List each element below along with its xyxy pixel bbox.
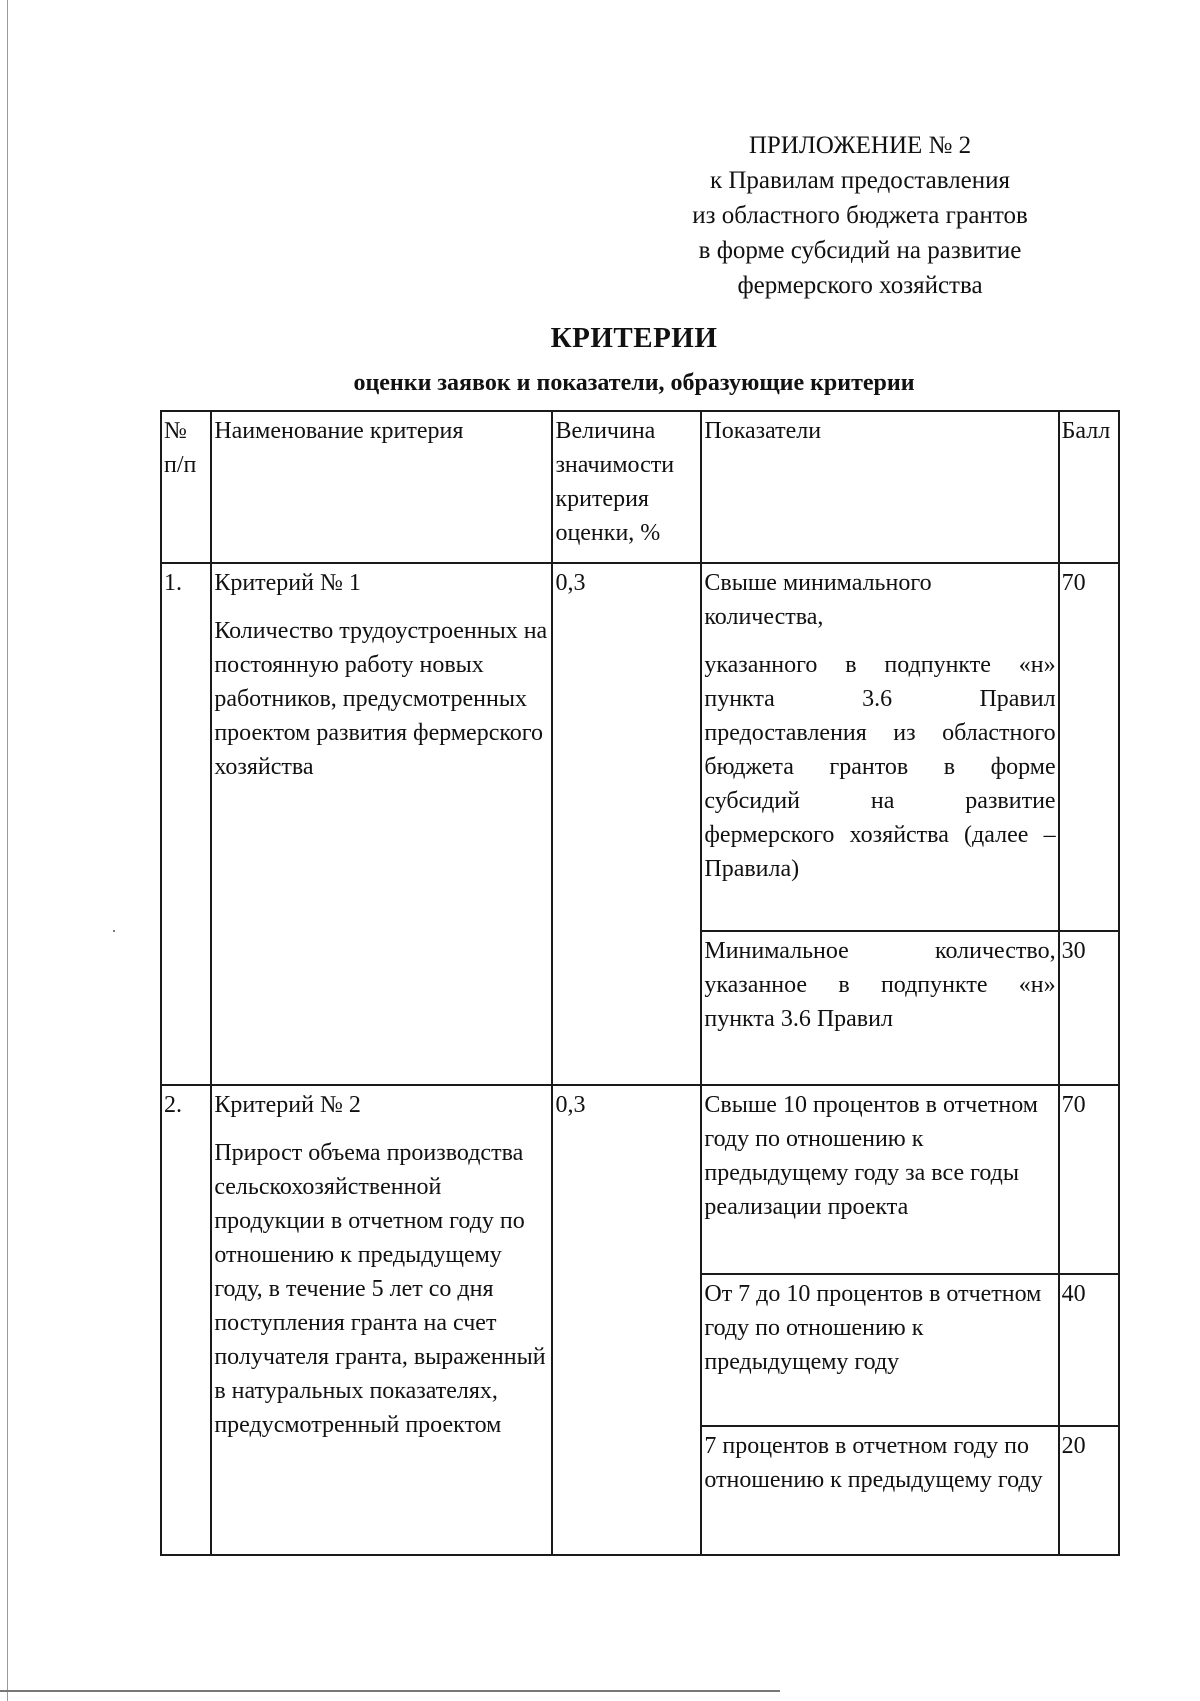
criterion-name-cell [211, 1085, 552, 1555]
scan-artifact-line [0, 1690, 780, 1692]
criterion-description: Количество трудоустроенных на постоянную работу новых работников, предусмотренных проектом развития фермерского хозяйства [214, 618, 548, 780]
header-num: № п/п [161, 411, 211, 563]
indicator-text: Минимальное количество, указанное в подпункте «н» пункта 3.6 Правил [704, 938, 1056, 1032]
header-indicators: Показатели [701, 411, 1058, 563]
scan-speck [113, 930, 115, 932]
indicator-score: 70 [1059, 563, 1119, 931]
criteria-table [160, 410, 1120, 1556]
criterion-weight: 0,3 [552, 1085, 701, 1555]
table-header-row [161, 411, 1119, 563]
appendix-line: в форме субсидий на развитие [698, 237, 1022, 264]
indicator-text: От 7 до 10 процентов в отчетном году по отношению к предыдущему году [704, 1281, 1042, 1375]
indicator-text: 7 процентов в отчетном году по отношению к предыдущему году [704, 1433, 1043, 1493]
criterion-label: Критерий № 1 [214, 570, 361, 596]
appendix-line: фермерского хозяйства [737, 272, 983, 299]
table-row [161, 563, 1119, 931]
criterion-weight: 0,3 [552, 563, 701, 1085]
criterion-label: Критерий № 2 [214, 1092, 361, 1118]
page-edge [7, 0, 8, 1701]
appendix-line: ПРИЛОЖЕНИЕ № 2 [748, 132, 972, 159]
document-title: КРИТЕРИИ [550, 322, 718, 354]
indicator-cell [701, 1085, 1058, 1274]
criterion-name-cell [211, 563, 552, 1085]
appendix-header [640, 128, 1080, 303]
indicator-text: Свыше минимального количества, [704, 570, 932, 630]
indicator-score: 40 [1059, 1274, 1119, 1426]
indicator-cell [701, 563, 1058, 931]
indicator-score: 20 [1059, 1426, 1119, 1555]
indicator-score: 30 [1059, 931, 1119, 1085]
indicator-text: Свыше 10 процентов в отчетном году по отношению к предыдущему году за все годы реализации проекта [704, 1092, 1038, 1220]
indicator-cell [701, 1274, 1058, 1426]
appendix-line: к Правилам предоставления [709, 167, 1011, 194]
criterion-description: Прирост объема производства сельскохозяйственной продукции в отчетном году по отношению к предыдущему году, в течение 5 лет со дня поступления гранта на счет получателя гранта, выраженный в натуральных показателях, предусмотренный проектом [214, 1140, 546, 1438]
indicator-text: указанного в подпункте «н» пункта 3.6 Правил предоставления из областного бюджета грантов в форме субсидий на развитие фермерского хозяйства (далее – Правила) [704, 652, 1056, 882]
header-score: Балл [1059, 411, 1119, 563]
header-weight: Величина значимости критерия оценки, % [552, 411, 701, 563]
indicator-score: 70 [1059, 1085, 1119, 1274]
indicator-cell [701, 1426, 1058, 1555]
indicator-cell [701, 931, 1058, 1085]
header-name: Наименование критерия [211, 411, 552, 563]
criterion-num: 2. [161, 1085, 211, 1555]
appendix-line: из областного бюджета грантов [692, 202, 1028, 229]
criterion-num: 1. [161, 563, 211, 1085]
document-subtitle: оценки заявок и показатели, образующие критерии [353, 370, 915, 396]
table-row [161, 1085, 1119, 1274]
